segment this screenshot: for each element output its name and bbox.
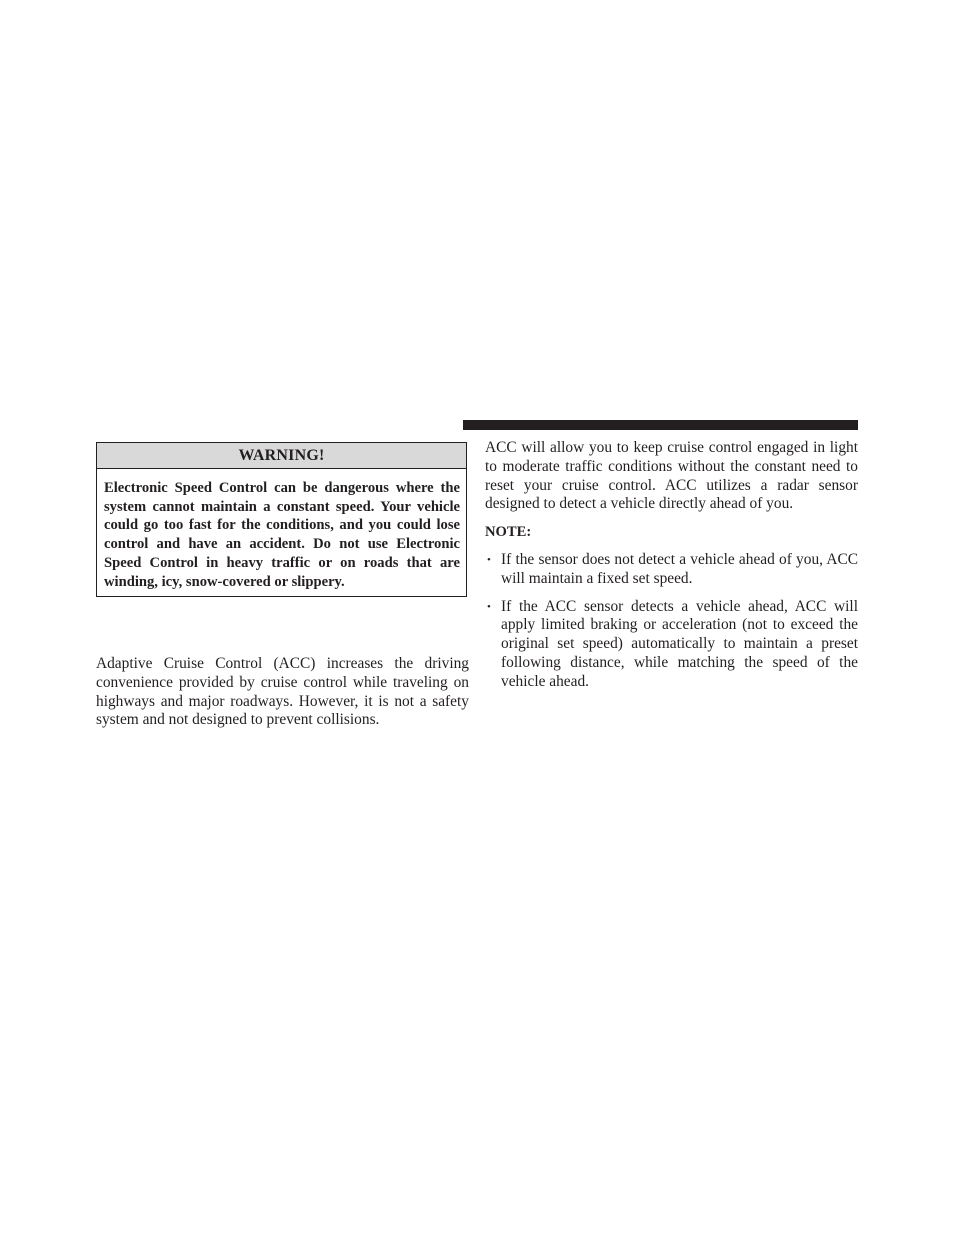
intro-paragraph: Adaptive Cruise Control (ACC) increases the driving convenience provided by cruise control while traveling on highways and major roadways. However, it is not a safety system and not designed to prevent collisions. xyxy=(96,655,469,729)
acc-paragraph: ACC will allow you to keep cruise control engaged in light to moderate traffic conditions without the constant need to reset your cruise control. ACC utilizes a radar sensor designed to detect a vehicle directly ahead of you. xyxy=(485,439,858,513)
list-item xyxy=(485,598,858,692)
warning-title: WARNING! xyxy=(97,443,466,469)
bullet-icon: • xyxy=(487,553,491,566)
warning-box xyxy=(96,442,467,597)
note-label: NOTE: xyxy=(485,524,532,541)
section-divider-bar xyxy=(463,420,858,430)
list-item xyxy=(485,551,858,589)
note-list xyxy=(485,551,858,692)
warning-text: Electronic Speed Control can be dangerous where the system cannot maintain a constant speed. Your vehicle could go too fast for the conditions, and you could lose control and have an accident. Do not use Electronic Speed Control in heavy traffic or on roads that are winding, icy, snow-covered or slippery. xyxy=(104,480,460,590)
right-column xyxy=(485,439,858,701)
bullet-icon: • xyxy=(487,600,491,613)
list-item-text: If the sensor does not detect a vehicle ahead of you, ACC will maintain a fixed set speed. xyxy=(501,550,858,587)
list-item-text: If the ACC sensor detects a vehicle ahead, ACC will apply limited braking or acceleration (not to exceed the original set speed) automatically to maintain a preset following distance, while matching the speed of the vehicle ahead. xyxy=(501,597,858,690)
